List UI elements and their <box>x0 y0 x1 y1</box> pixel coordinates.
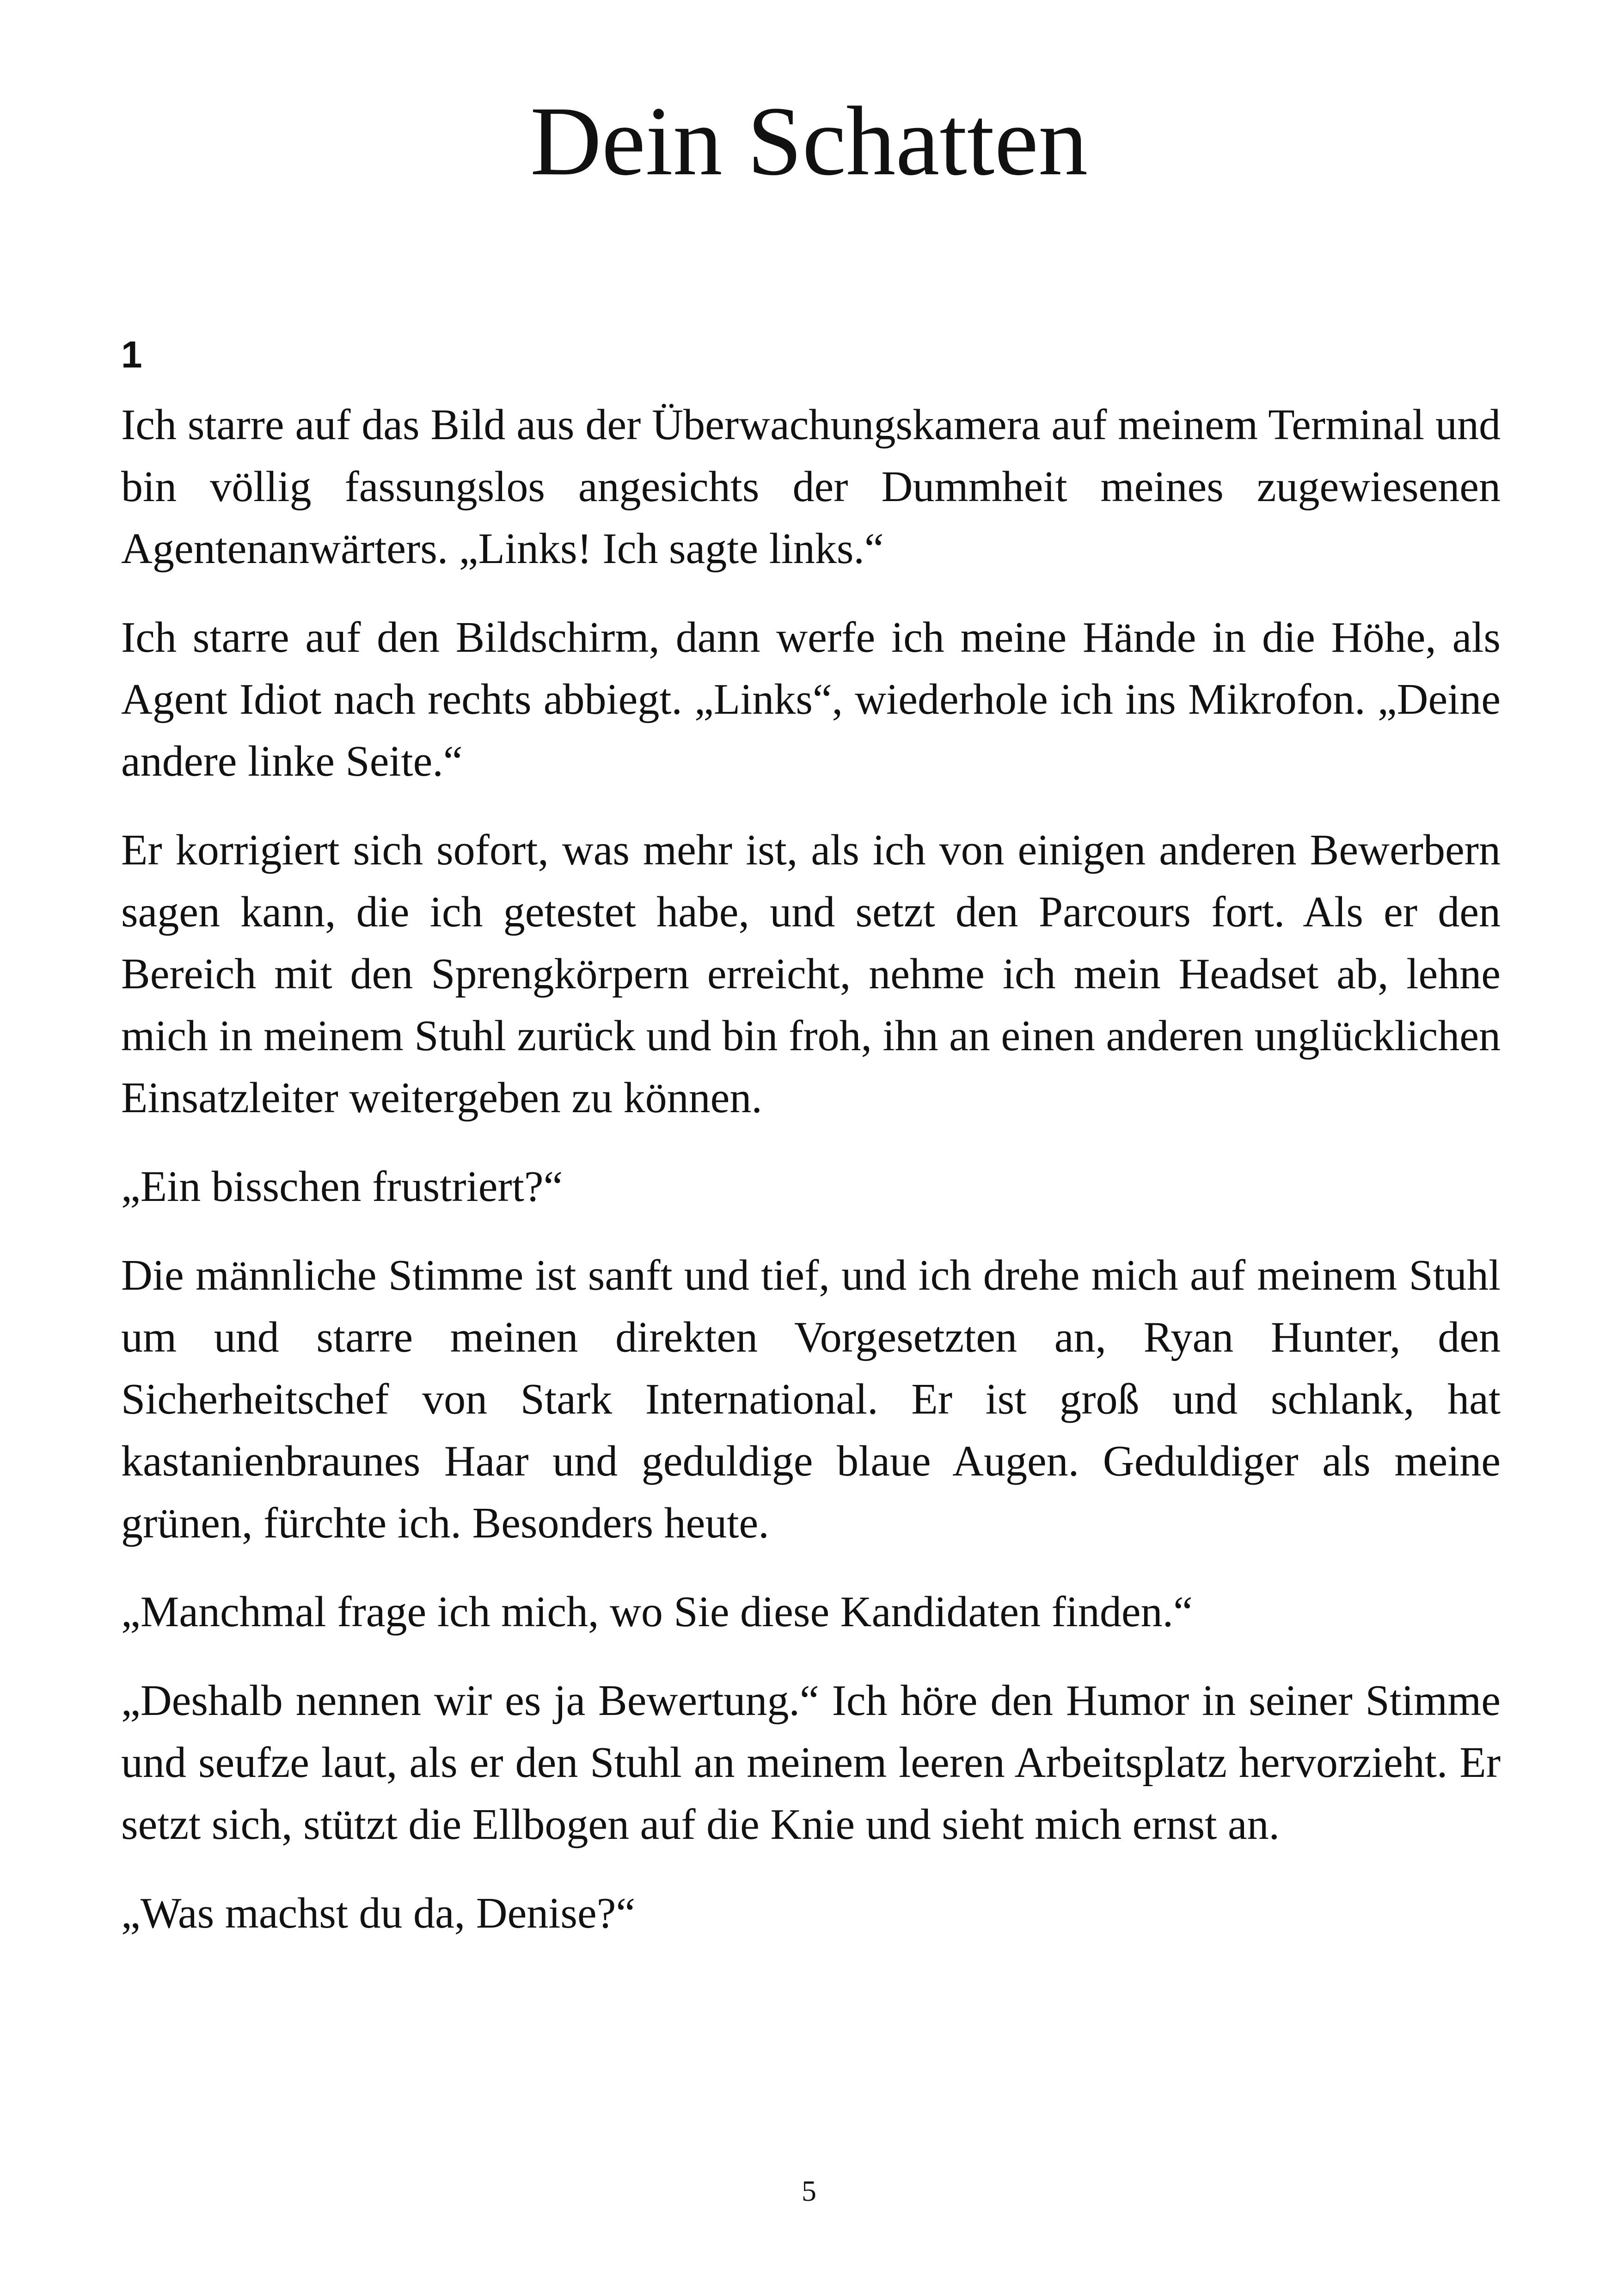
paragraph: „Deshalb nennen wir es ja Bewertung.“ Ich höre den Humor in seiner Stimme und seufze laut, als er den Stuhl an meinem leeren Arbeitsplatz hervorzieht. Er setzt sich, stützt die Ellbogen auf die Knie und sieht mich ernst an. <box>121 1677 1501 1849</box>
paragraph: Ich starre auf den Bildschirm, dann werfe ich meine Hände in die Höhe, als Agent Idiot nach rechts abbiegt. „Links“, wiederhole ich ins Mikrofon. „Deine andere linke Seite.“ <box>121 613 1501 785</box>
body-text <box>121 394 1501 1971</box>
paragraph: Ich starre auf das Bild aus der Überwachungskamera auf meinem Terminal und bin völlig fassungslos angesichts der Dummheit meines zugewiesenen Agentenanwärters. „Links! Ich sagte links.“ <box>121 401 1501 573</box>
paragraph: „Ein bisschen frustriert?“ <box>121 1163 563 1211</box>
paragraph: „Manchmal frage ich mich, wo Sie diese Kandidaten finden.“ <box>121 1588 1193 1636</box>
paragraph: „Was machst du da, Denise?“ <box>121 1889 636 1937</box>
document-title: Dein Schatten <box>530 86 1088 196</box>
paragraph: Die männliche Stimme ist sanft und tief, und ich drehe mich auf meinem Stuhl um und starre meinen direkten Vorgesetzten an, Ryan Hunter, den Sicherheitschef von Stark International. Er ist groß und schlank, hat kastanienbraunes Haar und geduldige blaue Augen. Geduldiger als meine grünen, fürchte ich. Besonders heute. <box>121 1251 1501 1547</box>
chapter-number: 1 <box>121 334 142 376</box>
paragraph: Er korrigiert sich sofort, was mehr ist, als ich von einigen anderen Bewerbern sagen kann, die ich getestet habe, und setzt den Parcours fort. Als er den Bereich mit den Sprengkörpern erreicht, nehme ich mein Headset ab, lehne mich in meinem Stuhl zurück und bin froh, ihn an einen anderen unglücklichen Einsatzleiter weitergeben zu können. <box>121 826 1501 1122</box>
page-number: 5 <box>802 2174 816 2207</box>
